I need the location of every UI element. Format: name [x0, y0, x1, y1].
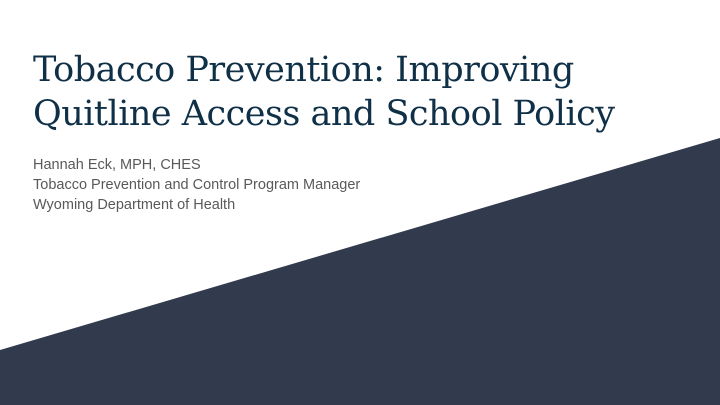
presenter-role: Tobacco Prevention and Control Program Manager — [33, 177, 361, 193]
presenter-info — [33, 155, 533, 215]
presenter-name: Hannah Eck, MPH, CHES — [33, 157, 201, 173]
presenter-organization: Wyoming Department of Health — [33, 197, 236, 213]
slide-title-line-1: Tobacco Prevention: Improving — [33, 50, 574, 90]
slide-title — [33, 48, 693, 136]
slide-title-line-2: Quitline Access and School Policy — [33, 94, 615, 134]
